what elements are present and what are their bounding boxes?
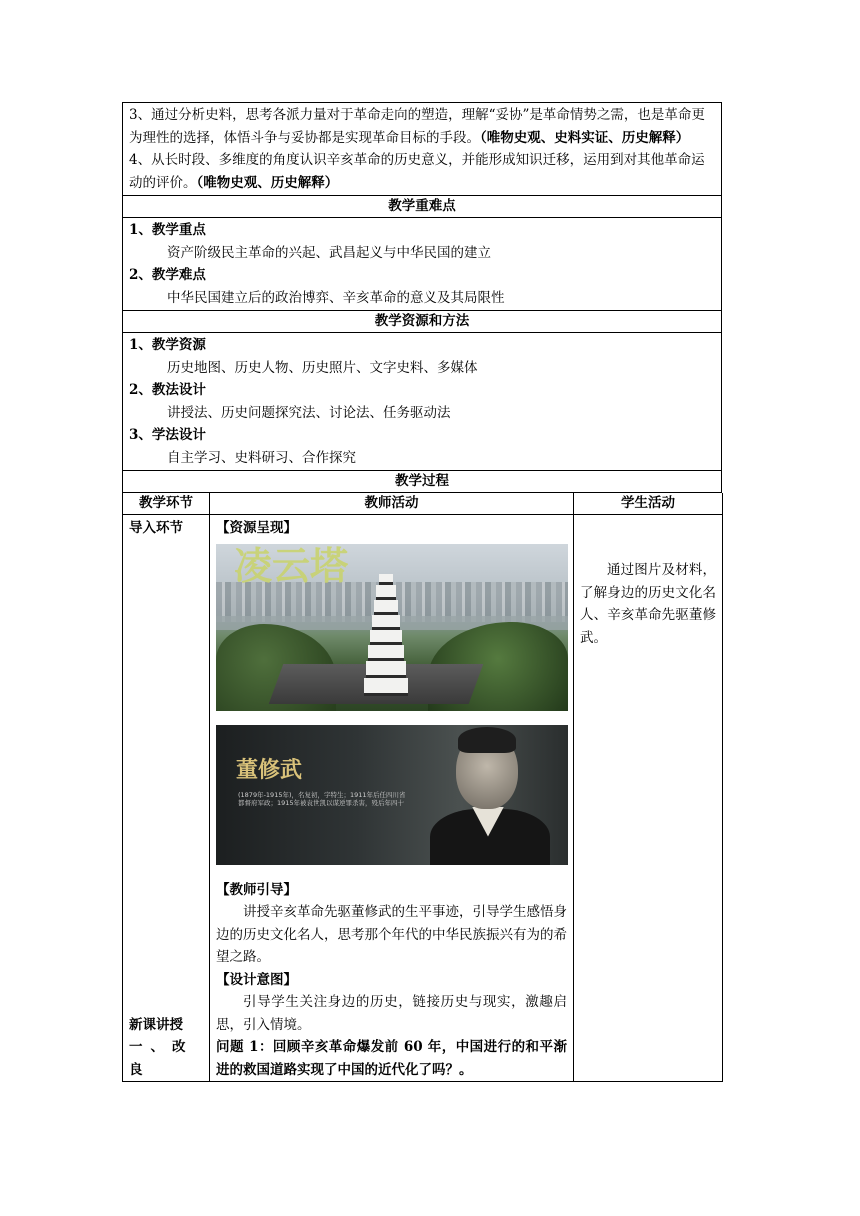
dong-xiuwu-portrait xyxy=(216,725,568,865)
resources-text: 历史地图、历史人物、历史照片、文字史料、多媒体 xyxy=(167,359,478,376)
stage-intro: 导入环节 xyxy=(129,520,183,536)
lesson-plan-sheet xyxy=(122,102,722,1082)
objectives-section xyxy=(122,102,722,196)
method-title: 2、教法设计 xyxy=(129,382,206,398)
process-table xyxy=(122,493,723,1082)
focus-text: 资产阶级民主革命的兴起、武昌起义与中华民国的建立 xyxy=(167,244,491,261)
teacher-activity-cell xyxy=(210,515,574,1082)
resource-label: 【资源呈现】 xyxy=(216,520,297,536)
student-activity-text: 通过图片及材料，了解身边的历史文化名人、辛亥革命先驱董修武。 xyxy=(580,562,716,646)
keypoints-section xyxy=(122,218,722,311)
focus-title: 1、教学重点 xyxy=(129,222,206,238)
lingyun-tower-photo xyxy=(216,544,568,711)
resources-section xyxy=(122,333,722,471)
stage-new-lesson xyxy=(129,1014,209,1082)
question-1: 问题 1：回顾辛亥革命爆发前 60 年，中国进行的和平渐进的救国道路实现了中国的近代化了吗？。 xyxy=(216,1039,567,1078)
portrait-caption: (1879年-1915年)，名复初，字特生；1911年后任四川省都督府军政；1915年被袁世凯以谋逆罪杀害，殁后年四十 xyxy=(238,790,406,807)
method-text: 讲授法、历史问题探究法、讨论法、任务驱动法 xyxy=(167,404,451,421)
portrait-hair xyxy=(458,727,516,753)
process-column-headers xyxy=(123,493,723,515)
objective-3-competency: （唯物史观、史料实证、历史解释） xyxy=(480,129,690,146)
guide-text: 讲授辛亥革命先驱董修武的生平事迹，引导学生感悟身边的历史文化名人，思考那个年代的中华民族振兴有为的希望之路。 xyxy=(216,904,567,965)
keypoints-header: 教学重难点 xyxy=(122,196,722,218)
portrait-name: 董修武 xyxy=(236,756,303,783)
process-header: 教学过程 xyxy=(122,471,722,493)
process-row-intro xyxy=(123,515,723,1082)
difficulty-title: 2、教学难点 xyxy=(129,267,206,283)
objective-4-competency: （唯物史观、历史解释） xyxy=(196,174,339,191)
objective-item-4 xyxy=(129,149,715,194)
stage-cell xyxy=(123,515,210,1082)
stage-new-lesson-line2: 一、改良 xyxy=(129,1039,194,1078)
photo-title-overlay: 凌云塔 xyxy=(234,543,349,588)
resources-title: 1、教学资源 xyxy=(129,337,206,353)
objective-4-text: 4、从长时段、多维度的角度认识辛亥革命的历史意义，并能形成知识迁移，运用到对其他革命运动的评价。 xyxy=(129,152,705,191)
pagoda xyxy=(364,574,408,684)
design-label: 【设计意图】 xyxy=(216,971,297,988)
objective-3-text: 3、通过分析史料，思考各派力量对于革命走向的塑造，理解“妥协”是革命情势之需，也是革命更为理性的选择，体悟斗争与妥协都是实现革命目标的手段。 xyxy=(129,107,705,146)
student-activity-cell xyxy=(574,515,723,1082)
resources-header: 教学资源和方法 xyxy=(122,311,722,333)
objective-item-3 xyxy=(129,104,715,149)
col-teacher-header: 教师活动 xyxy=(210,493,574,515)
difficulty-text: 中华民国建立后的政治博弈、辛亥革命的意义及其局限性 xyxy=(167,289,505,306)
design-text: 引导学生关注身边的历史，链接历史与现实，激趣启思，引入情境。 xyxy=(216,994,567,1033)
col-stage-header: 教学环节 xyxy=(123,493,210,515)
col-student-header: 学生活动 xyxy=(574,493,723,515)
guide-label: 【教师引导】 xyxy=(216,881,297,898)
stage-new-lesson-line1: 新课讲授 xyxy=(129,1016,183,1033)
study-title: 3、学法设计 xyxy=(129,427,206,443)
study-text: 自主学习、史料研习、合作探究 xyxy=(167,449,356,466)
